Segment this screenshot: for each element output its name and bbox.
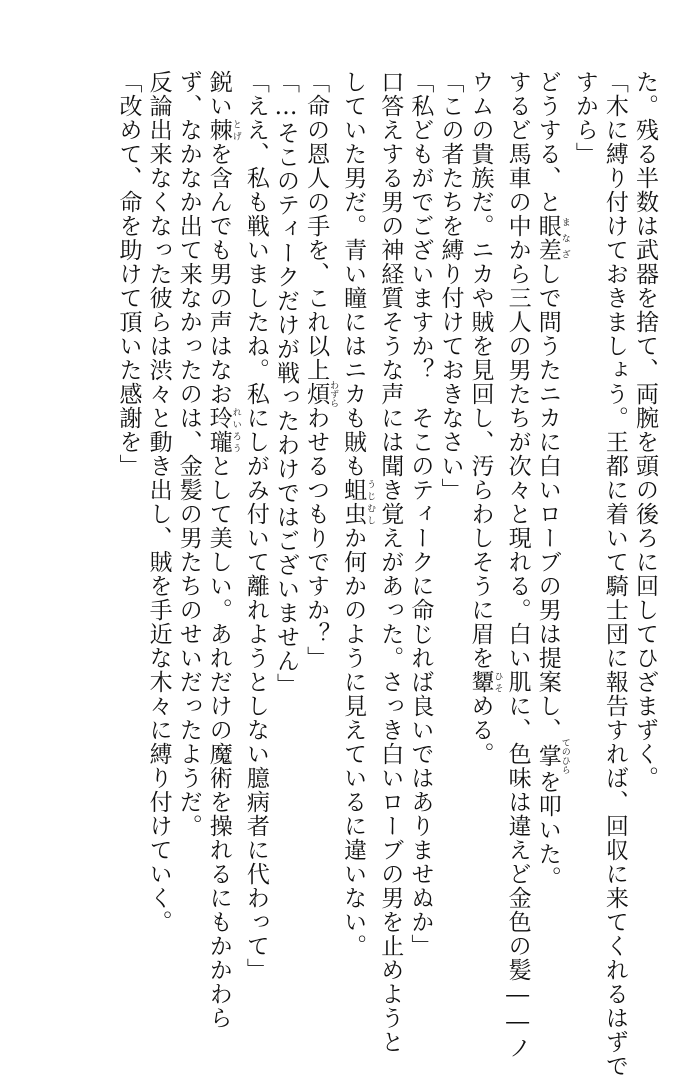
text-line-14-tail: として美しい。あれだけの魔術を操れるにもかかわら xyxy=(205,454,232,1030)
text-line-15: ず、なかなか出て来なかったのは、金髪の男たちのせいだったようだ。 xyxy=(175,70,202,838)
text-line-8: 「私どもがでございますか？ そこのティークに命じれば良いではありませぬか」 xyxy=(407,70,434,958)
text-line-17: 「改めて、命を助けて頂いた感謝を」 xyxy=(115,70,142,478)
ruby-toge: 棘 とげ xyxy=(205,118,241,142)
text-line-10 xyxy=(338,70,375,970)
text-line-10-head: していた男だ。青い瞳にはニカも賊も xyxy=(340,70,367,478)
text-line-11-head: 「命の恩人の手を、これ以上 xyxy=(303,70,330,382)
ruby-wazura: 煩 わずら xyxy=(303,380,339,408)
text-line-13: 「ええ、私も戦いましたね。私にしがみ付いて離れようとしない臆病者に代わって」 xyxy=(242,70,269,982)
text-line-5: するど馬車の中から三人の男たちが次々と現れる。白い肌に、色味は違えど金色の髪――ノ xyxy=(504,70,531,1060)
ruby-tenohira: 掌 てのひら xyxy=(534,738,570,774)
ruby-reirou: 玲瓏 れいろう xyxy=(205,406,241,454)
text-line-1: た。残る半数は武器を捨て、両腕を頭の後ろに回してひざまずく。 xyxy=(632,70,658,790)
text-line-14-mid: を含んでも男の声はなお xyxy=(205,142,232,406)
text-line-16: 反論出来なくなった彼らは渋々と動き出し、賊を手近な木々に縛り付けていく。 xyxy=(145,70,172,934)
text-line-14 xyxy=(204,70,241,1030)
ruby-hiso: 顰 ひそ xyxy=(467,670,503,694)
text-line-11 xyxy=(301,70,338,970)
vertical-text-block xyxy=(20,70,660,1078)
ruby-manazashi: 眼差 まなざ xyxy=(534,214,570,262)
text-line-6 xyxy=(465,70,502,970)
text-line-4-head: どうする、と xyxy=(534,70,561,214)
text-line-4 xyxy=(533,70,570,970)
text-line-6-tail: める。 xyxy=(467,694,494,766)
text-line-3: すから」 xyxy=(571,70,598,166)
text-line-6-head: ウムの貴族だ。ニカや賊を見回し、汚らわしそうに眉を xyxy=(467,70,494,670)
text-line-9: 口答えする男の神経質そうな声には聞き覚えがあった。さっき白いローブの男を止めようと xyxy=(377,70,404,1054)
text-line-7: 「この者たちを縛り付けておきなさい」 xyxy=(437,70,464,502)
text-line-14-head: 鋭い xyxy=(205,70,232,118)
text-line-4-mid: しで問うたニカに白いローブの男は提案し、 xyxy=(534,262,561,742)
text-line-4-tail: を叩いた。 xyxy=(534,770,561,890)
ruby-ujimushi: 蛆虫 うじむし xyxy=(340,478,376,526)
text-line-10-tail: か何かのように見えているに違いない。 xyxy=(340,526,367,958)
text-line-2: 「木に縛り付けておきましょう。王都に着いて騎士団に報告すれば、回収に来てくれるはずで xyxy=(601,70,628,1078)
text-line-11-tail: わせるつもりですか？」 xyxy=(303,406,330,670)
text-line-12: 「…そこのティークだけが戦ったわけではございません」 xyxy=(272,70,299,697)
